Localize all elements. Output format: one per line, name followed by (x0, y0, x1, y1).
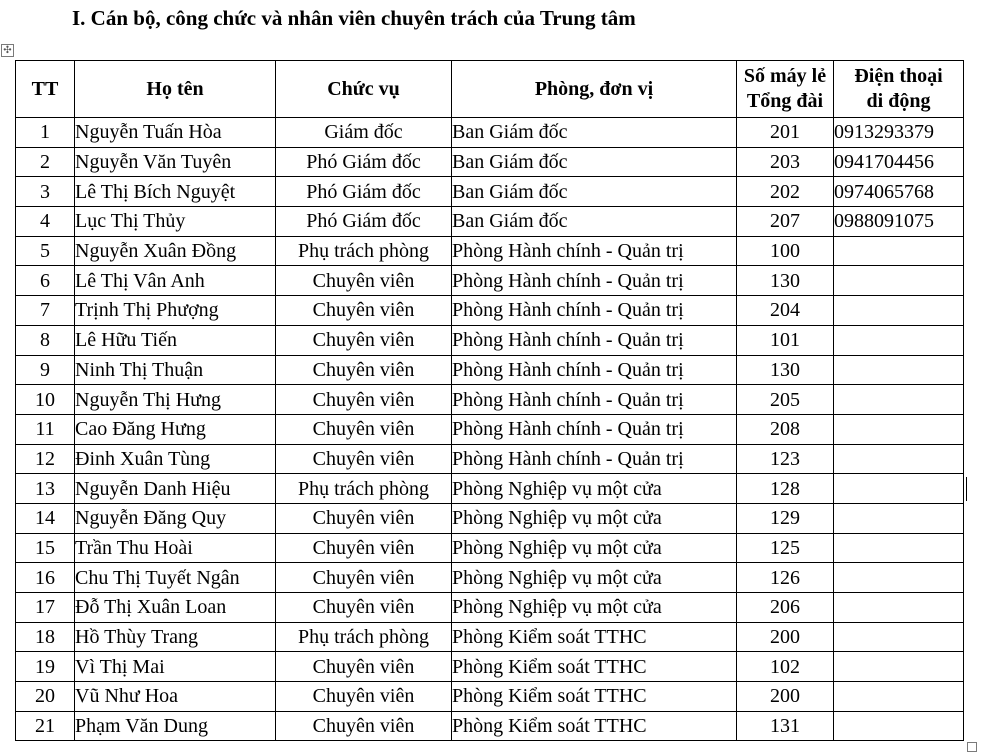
cell-mobile (834, 652, 964, 682)
cell-department: Phòng Nghiệp vụ một cửa (452, 563, 737, 593)
cell-tt: 20 (16, 682, 75, 712)
cell-mobile (834, 533, 964, 563)
table-row (16, 296, 964, 326)
cell-department: Phòng Hành chính - Quản trị (452, 385, 737, 415)
cell-extension: 200 (737, 622, 834, 652)
header-mobile-line1: Điện thoại (854, 65, 943, 87)
cell-extension: 128 (737, 474, 834, 504)
cell-name: Lê Thị Bích Nguyệt (75, 177, 276, 207)
table-row (16, 118, 964, 148)
cell-tt: 2 (16, 147, 75, 177)
cell-extension: 129 (737, 503, 834, 533)
cell-position: Chuyên viên (276, 682, 452, 712)
header-department: Phòng, đơn vị (452, 61, 737, 118)
table-body (16, 118, 964, 741)
cell-mobile (834, 355, 964, 385)
cell-tt: 11 (16, 414, 75, 444)
move-icon[interactable]: ✣ (1, 44, 14, 57)
cell-department: Phòng Kiểm soát TTHC (452, 652, 737, 682)
cell-department: Phòng Hành chính - Quản trị (452, 355, 737, 385)
cell-position: Chuyên viên (276, 414, 452, 444)
cell-name: Nguyễn Tuấn Hòa (75, 118, 276, 148)
cell-mobile (834, 622, 964, 652)
cell-position: Chuyên viên (276, 563, 452, 593)
section-heading: I. Cán bộ, công chức và nhân viên chuyên trách của Trung tâm (72, 6, 636, 30)
cell-department: Phòng Hành chính - Quản trị (452, 325, 737, 355)
table-row (16, 563, 964, 593)
cell-extension: 208 (737, 414, 834, 444)
cell-mobile (834, 385, 964, 415)
cell-tt: 18 (16, 622, 75, 652)
cell-department: Phòng Nghiệp vụ một cửa (452, 593, 737, 623)
cell-department: Ban Giám đốc (452, 147, 737, 177)
cell-tt: 4 (16, 207, 75, 237)
cell-name: Vũ Như Hoa (75, 682, 276, 712)
cell-position: Chuyên viên (276, 444, 452, 474)
table-row (16, 593, 964, 623)
cell-extension: 102 (737, 652, 834, 682)
cell-mobile (834, 682, 964, 712)
header-name: Họ tên (75, 61, 276, 118)
header-extension (737, 61, 834, 118)
cell-position: Phụ trách phòng (276, 236, 452, 266)
cell-extension: 200 (737, 682, 834, 712)
cell-extension: 204 (737, 296, 834, 326)
cell-department: Ban Giám đốc (452, 207, 737, 237)
cell-position: Phụ trách phòng (276, 622, 452, 652)
cell-name: Lê Thị Vân Anh (75, 266, 276, 296)
cell-position: Chuyên viên (276, 355, 452, 385)
cell-department: Phòng Kiểm soát TTHC (452, 622, 737, 652)
cell-extension: 130 (737, 355, 834, 385)
cell-name: Phạm Văn Dung (75, 711, 276, 741)
cell-name: Nguyễn Xuân Đồng (75, 236, 276, 266)
header-extension-line2: Tổng đài (746, 90, 824, 112)
cell-extension: 130 (737, 266, 834, 296)
cell-extension: 125 (737, 533, 834, 563)
cell-name: Lê Hữu Tiến (75, 325, 276, 355)
cell-tt: 21 (16, 711, 75, 741)
cell-position: Chuyên viên (276, 652, 452, 682)
table-row (16, 147, 964, 177)
cell-name: Nguyễn Văn Tuyên (75, 147, 276, 177)
cell-name: Nguyễn Thị Hưng (75, 385, 276, 415)
header-mobile-line2: di động (866, 90, 931, 112)
header-tt: TT (16, 61, 75, 118)
cell-extension: 131 (737, 711, 834, 741)
cell-extension: 205 (737, 385, 834, 415)
cell-name: Trần Thu Hoài (75, 533, 276, 563)
cell-mobile: 0913293379 (834, 118, 964, 148)
staff-table (15, 60, 964, 741)
cell-position: Chuyên viên (276, 296, 452, 326)
cell-department: Phòng Hành chính - Quản trị (452, 296, 737, 326)
table-row (16, 177, 964, 207)
table-row (16, 444, 964, 474)
cell-name: Chu Thị Tuyết Ngân (75, 563, 276, 593)
cell-position: Phó Giám đốc (276, 177, 452, 207)
cell-position: Chuyên viên (276, 533, 452, 563)
cell-mobile (834, 444, 964, 474)
cell-tt: 16 (16, 563, 75, 593)
table-resize-handle[interactable] (967, 742, 977, 752)
cell-mobile (834, 593, 964, 623)
cell-extension: 101 (737, 325, 834, 355)
table-header-row (16, 61, 964, 118)
cell-extension: 206 (737, 593, 834, 623)
cell-department: Phòng Nghiệp vụ một cửa (452, 503, 737, 533)
cell-mobile (834, 711, 964, 741)
cell-mobile (834, 474, 964, 504)
header-extension-line1: Số máy lẻ (743, 65, 827, 87)
cell-department: Phòng Kiểm soát TTHC (452, 711, 737, 741)
cell-tt: 10 (16, 385, 75, 415)
cell-department: Phòng Hành chính - Quản trị (452, 236, 737, 266)
cell-extension: 203 (737, 147, 834, 177)
cell-name: Nguyễn Đăng Quy (75, 503, 276, 533)
table-row (16, 682, 964, 712)
table-row (16, 385, 964, 415)
cell-department: Ban Giám đốc (452, 177, 737, 207)
cell-department: Phòng Kiểm soát TTHC (452, 682, 737, 712)
cell-name: Ninh Thị Thuận (75, 355, 276, 385)
cell-department: Phòng Nghiệp vụ một cửa (452, 474, 737, 504)
table-row (16, 622, 964, 652)
table-row (16, 503, 964, 533)
cell-position: Chuyên viên (276, 325, 452, 355)
table-row (16, 325, 964, 355)
table-row (16, 711, 964, 741)
cell-name: Cao Đăng Hưng (75, 414, 276, 444)
cell-tt: 8 (16, 325, 75, 355)
header-position: Chức vụ (276, 61, 452, 118)
cell-tt: 6 (16, 266, 75, 296)
cell-tt: 9 (16, 355, 75, 385)
cell-extension: 207 (737, 207, 834, 237)
cell-position: Phó Giám đốc (276, 147, 452, 177)
cell-tt: 19 (16, 652, 75, 682)
cell-tt: 15 (16, 533, 75, 563)
cell-tt: 1 (16, 118, 75, 148)
cell-department: Phòng Hành chính - Quản trị (452, 266, 737, 296)
table-row (16, 414, 964, 444)
cell-tt: 17 (16, 593, 75, 623)
cell-tt: 7 (16, 296, 75, 326)
table-row (16, 355, 964, 385)
cell-mobile (834, 296, 964, 326)
cell-tt: 5 (16, 236, 75, 266)
cell-mobile (834, 325, 964, 355)
cell-mobile: 0941704456 (834, 147, 964, 177)
cell-department: Phòng Nghiệp vụ một cửa (452, 533, 737, 563)
cell-position: Phụ trách phòng (276, 474, 452, 504)
cell-extension: 123 (737, 444, 834, 474)
cell-position: Giám đốc (276, 118, 452, 148)
table-row (16, 236, 964, 266)
table-row (16, 207, 964, 237)
table-row (16, 533, 964, 563)
header-mobile (834, 61, 964, 118)
cell-position: Chuyên viên (276, 711, 452, 741)
cell-tt: 14 (16, 503, 75, 533)
cell-name: Hồ Thùy Trang (75, 622, 276, 652)
cell-mobile: 0974065768 (834, 177, 964, 207)
cell-mobile (834, 503, 964, 533)
table-row (16, 474, 964, 504)
cell-name: Trịnh Thị Phượng (75, 296, 276, 326)
cell-department: Ban Giám đốc (452, 118, 737, 148)
cell-extension: 100 (737, 236, 834, 266)
cell-extension: 126 (737, 563, 834, 593)
cell-name: Nguyễn Danh Hiệu (75, 474, 276, 504)
cell-name: Vì Thị Mai (75, 652, 276, 682)
cell-tt: 13 (16, 474, 75, 504)
cell-mobile: 0988091075 (834, 207, 964, 237)
cell-name: Đinh Xuân Tùng (75, 444, 276, 474)
cell-mobile (834, 414, 964, 444)
cell-tt: 12 (16, 444, 75, 474)
cell-extension: 202 (737, 177, 834, 207)
cell-position: Chuyên viên (276, 385, 452, 415)
table-row (16, 266, 964, 296)
table-row (16, 652, 964, 682)
cell-tt: 3 (16, 177, 75, 207)
cell-mobile (834, 563, 964, 593)
cell-position: Chuyên viên (276, 266, 452, 296)
cell-mobile (834, 266, 964, 296)
text-cursor (966, 477, 967, 501)
cell-position: Chuyên viên (276, 503, 452, 533)
cell-name: Đỗ Thị Xuân Loan (75, 593, 276, 623)
cell-position: Phó Giám đốc (276, 207, 452, 237)
cell-extension: 201 (737, 118, 834, 148)
cell-mobile (834, 236, 964, 266)
cell-department: Phòng Hành chính - Quản trị (452, 414, 737, 444)
cell-name: Lục Thị Thủy (75, 207, 276, 237)
cell-position: Chuyên viên (276, 593, 452, 623)
cell-department: Phòng Hành chính - Quản trị (452, 444, 737, 474)
